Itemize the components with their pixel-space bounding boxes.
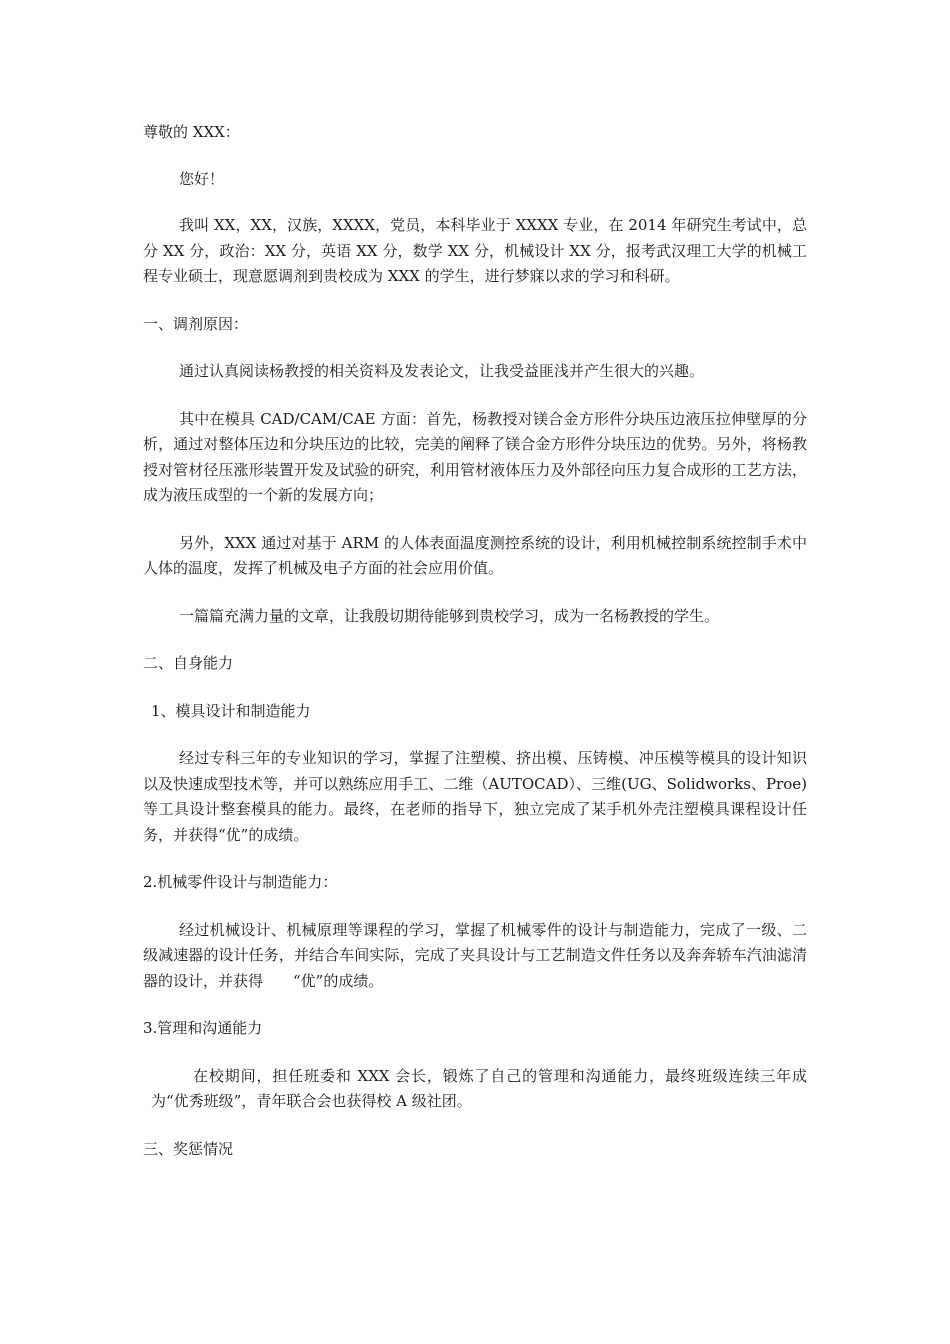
section-heading-reasons: 一、调剂原因：	[143, 314, 249, 333]
ability-1-body: 经过专科三年的专业知识的学习，掌握了注塑模、挤出模、压铸模、冲压模等模具的设计知识以及快速成型技术等，并可以熟练应用手工、二维（AUTOCAD）、三维(UG、Solidworks、Proe)等工具设计整套模具的能力。最终，在老师的指导下，独立完成了某手机外壳注塑模具课程设计任务，并获得“优”的成绩。	[143, 749, 807, 844]
salutation: 尊敬的 XXX：	[143, 123, 240, 141]
intro-paragraph: 我叫 XX，XX，汉族，XXXX，党员，本科毕业于 XXXX 专业，在 2014 年研究生考试中，总分 XX 分，政治：XX 分，英语 XX 分，数学 XX 分，机械设计 XX 分，报考武汉理工大学的机械工程专业硕士，现意愿调剂到贵校成为 XXX 的学生，进行梦寐以求的学习和科研。	[143, 216, 807, 285]
ability-3-body: 在校期间，担任班委和 XXX 会长，锻炼了自己的管理和沟通能力，最终班级连续三年成为“优秀班级”，青年联合会也获得校 A 级社团。	[151, 1066, 807, 1110]
reasons-paragraph-2: 其中在模具 CAD/CAM/CAE 方面：首先，杨教授对镁合金方形件分块压边液压拉伸壁厚的分析，通过对整体压边和分块压边的比较，完美的阐释了镁合金方形件分块压边的优势。另外，将杨教授对管材径压涨形装置开发及试验的研究，利用管材液体压力及外部径向压力复合成形的工艺方法，成为液压成型的一个新的发展方向；	[143, 409, 807, 504]
reasons-paragraph-1: 通过认真阅读杨教授的相关资料及发表论文，让我受益匪浅并产生很大的兴趣。	[179, 362, 705, 380]
ability-2-body: 经过机械设计、机械原理等课程的学习，掌握了机械零件的设计与制造能力，完成了一级、二级减速器的设计任务，并结合车间实际，完成了夹具设计与工艺制造文件任务以及奔奔轿车汽油滤清器的设计，并获得 “优”的成绩。	[143, 920, 807, 990]
ability-1-heading: 1、模具设计和制造能力	[151, 701, 311, 720]
ability-3-heading: 3.管理和沟通能力	[143, 1019, 263, 1037]
reasons-paragraph-3: 另外，XXX 通过对基于 ARM 的人体表面温度测控系统的设计，利用机械控制系统控制手术中人体的温度，发挥了机械及电子方面的社会应用价值。	[143, 533, 807, 577]
reasons-paragraph-4: 一篇篇充满力量的文章，让我殷切期待能够到贵校学习，成为一名杨教授的学生。	[179, 606, 720, 625]
letter-page	[143, 120, 807, 1162]
ability-2-heading: 2.机械零件设计与制造能力：	[143, 873, 338, 891]
section-heading-awards: 三、奖惩情况	[143, 1139, 234, 1158]
greeting: 您好！	[179, 169, 225, 188]
section-heading-abilities: 二、自身能力	[143, 654, 234, 672]
